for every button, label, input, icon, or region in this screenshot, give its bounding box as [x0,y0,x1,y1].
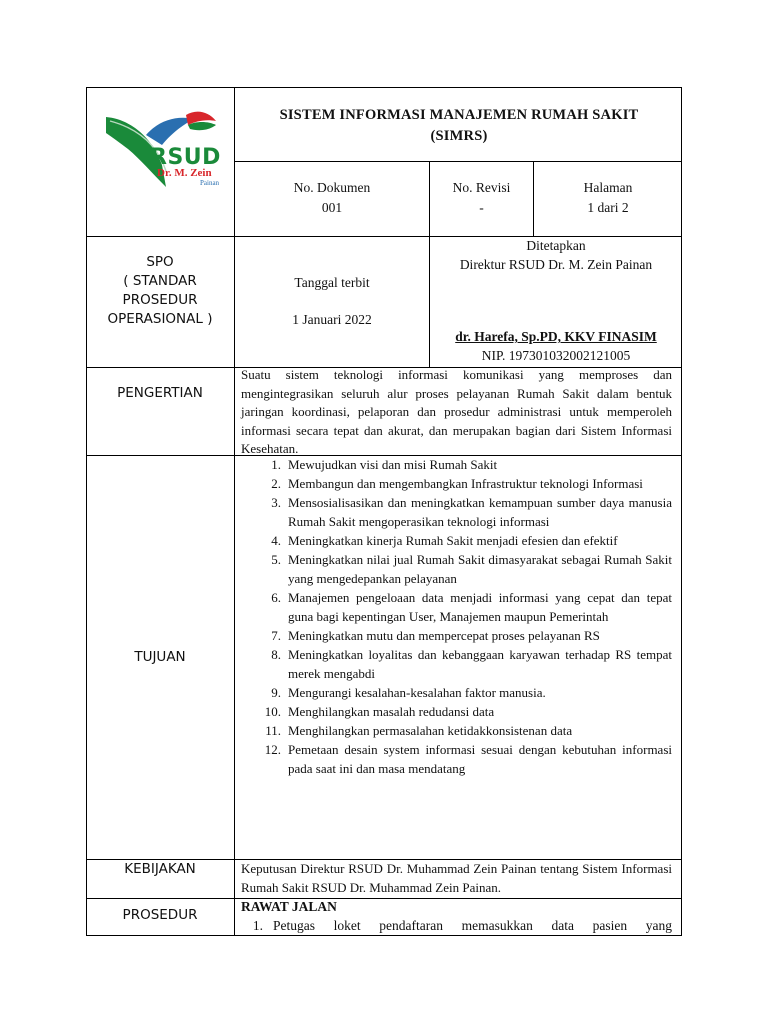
list-item: 1. Mewujudkan visi dan misi Rumah Sakit [271,457,498,472]
no-dokumen-value: 001 [321,200,343,215]
logo-place: Painan [200,179,220,187]
halaman-label: Halaman [583,180,633,195]
spo-line-2: ( STANDAR [123,273,197,289]
pengertian-text: Suatu sistem teknologi informasi komunikasi yang memproses dan mengintegrasikan seluruh alur proses pelayanan Rumah Sakit dalam bentuk jaringan koordinasi, pelaporan dan prosedur administrasi untuk memperoleh informasi secara tepat dan akurat, dan merupakan bagian dari Sistem Informasi Kesehatan. [241,367,672,457]
list-item: 10. Menghilangkan masalah redudansi data [264,704,495,719]
document-title [236,105,682,147]
no-dokumen-cell [235,178,429,218]
spo-document [86,87,682,936]
prosedur-item-num: 1. [252,918,263,933]
halaman-value: 1 dari 2 [587,200,629,215]
list-item: 8. Meningkatkan loyalitas dan kebanggaan karyawan terhadap RS tempat merek mengabdi [271,647,672,681]
list-item: 4. Meningkatkan kinerja Rumah Sakit menjadi efesien dan efektif [271,533,618,548]
list-item: 7. Meningkatkan mutu dan mempercepat proses pelayanan RS [271,628,600,643]
no-revisi-label: No. Revisi [452,180,511,195]
list-item: 9. Mengurangi kesalahan-kesalahan faktor manusia. [271,685,546,700]
signer-nip: NIP. 197301032002121005 [481,348,631,363]
list-item: 11. Menghilangkan permasalahan ketidakkonsistenan data [265,723,573,738]
prosedur-label: PROSEDUR [122,907,198,923]
tujuan-list [241,455,672,778]
tujuan-label: TUJUAN [134,649,186,665]
ditetapkan-label: Ditetapkan [526,238,586,253]
halaman-cell [534,178,682,218]
list-item: 2. Membangun dan mengembangkan Infrastruktur teknologi Informasi [271,476,643,491]
spo-label [86,253,234,329]
logo-subname: Dr. M. Zein [157,167,212,179]
list-item: 5. Meningkatkan nilai jual Rumah Sakit dimasyarakat sebagai Rumah Sakit yang mengedepankan pelayanan [271,552,672,586]
prosedur-item-text: Petugas loket pendaftaran memasukkan data pasien yang [273,918,672,933]
list-item: 6. Manajemen pengeloaan data menjadi informasi yang cepat dan tepat guna bagi kepentingan User, Manajemen maupun Pemerintah [271,590,672,624]
kebijakan-text: Keputusan Direktur RSUD Dr. Muhammad Zein Painan tentang Sistem Informasi Rumah Sakit RSUD Dr. Muhammad Zein Painan. [241,861,672,895]
spo-line-1: SPO [146,254,174,270]
spo-line-3: PROSEDUR [122,292,198,308]
kebijakan-label: KEBIJAKAN [124,861,196,877]
title-line-2: (SIMRS) [430,128,488,144]
prosedur-heading: RAWAT JALAN [241,899,337,914]
pengertian-label: PENGERTIAN [117,385,203,401]
tanggal-terbit-label: Tanggal terbit [294,275,370,290]
direktur-title: Direktur RSUD Dr. M. Zein Painan [459,257,653,272]
spo-line-4: OPERASIONAL ) [107,311,213,327]
no-revisi-cell [430,178,533,218]
prosedur-item [241,916,672,935]
logo-name: RSUD [150,145,221,170]
rsud-logo [100,107,230,197]
title-line-1: SISTEM INFORMASI MANAJEMEN RUMAH SAKIT [279,107,639,123]
list-item: 12. Pemetaan desain system informasi sesuai dengan kebutuhan informasi pada saat ini dan masa mendatang [264,742,672,776]
list-item: 3. Mensosialisasikan dan meningkatkan kemampuan sumber daya manusia Rumah Sakit mengoperasikan teknologi informasi [271,495,672,529]
no-revisi-value: - [479,200,484,215]
tanggal-terbit-value: 1 Januari 2022 [292,312,372,327]
no-dokumen-label: No. Dokumen [293,180,371,195]
signer-name: dr. Harefa, Sp.PD, KKV FINASIM [455,329,657,344]
